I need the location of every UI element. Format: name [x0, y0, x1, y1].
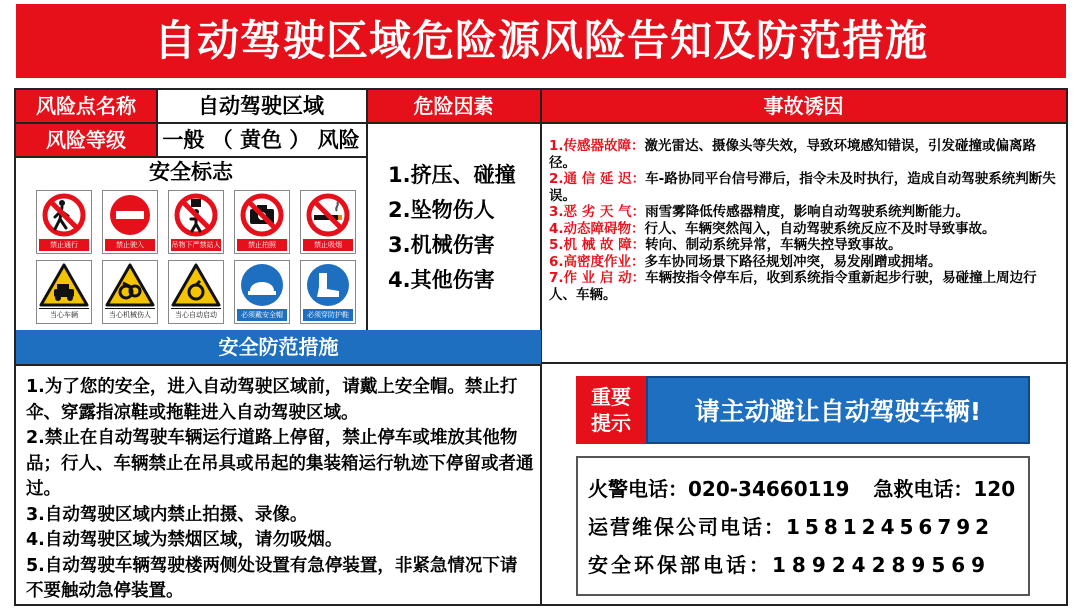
hazard-factors-label: 危险因素 — [366, 90, 541, 122]
measure-item: 1.为了您的安全，进入自动驾驶区域前，请戴上安全帽。禁止打伞、穿露指凉鞋或拖鞋进入自动驾驶区域。 — [26, 377, 518, 423]
accident-cause-text: 转向、制动系统异常，车辆失控导致事故。 — [645, 237, 902, 253]
sign-label: 当心机械伤人 — [105, 308, 155, 321]
measure-item: 4.自动驾驶区域为禁烟区域，请勿吸烟。 — [26, 530, 343, 550]
maintenance-phone-label: 运营维保公司电话： — [588, 515, 786, 539]
maintenance-phone-value: 15812456792 — [786, 515, 995, 539]
sign-label: 当心自动启动 — [171, 308, 221, 321]
safety-dept-phone-value: 18924289569 — [772, 553, 992, 577]
sign-label: 禁止拍照 — [237, 239, 287, 251]
accident-cause-text: 车-路协同平台信号滞后，指令未及时执行，造成自动驾驶系统判断失误。 — [549, 171, 1056, 204]
maintenance-phone-row — [588, 508, 1028, 546]
accident-cause-item — [549, 270, 1061, 303]
risk-level-label: 风险等级 — [16, 124, 156, 156]
accident-cause-text: 车辆按指令停车后，收到系统指令重新起步行驶，易碰撞上周边行人、车辆。 — [549, 270, 1037, 303]
accident-cause-item — [549, 254, 1061, 271]
warning-auto-start-icon — [168, 260, 224, 324]
fire-phone-row — [588, 470, 1028, 508]
accident-cause-text: 多车协同场景下路径规划冲突，易发剐蹭或拥堵。 — [644, 253, 942, 270]
accident-cause-item — [549, 171, 1061, 204]
accident-cause-key: 4.动态障碍物： — [549, 220, 645, 237]
no-photography-icon — [234, 190, 290, 254]
page-title: 自动驾驶区域危险源风险告知及防范措施 — [16, 4, 1066, 78]
safety-dept-phone-row — [588, 546, 1028, 584]
no-entry-icon — [102, 190, 158, 254]
measure-item: 2.禁止在自动驾驶车辆运行道路上停留，禁止停车或堆放其他物品；行人、车辆禁止在吊具或吊起的集装箱运行轨迹下停留或者通过。 — [26, 428, 534, 499]
risk-point-label: 风险点名称 — [16, 90, 156, 122]
notice-tag-line: 重要 — [591, 385, 631, 409]
safety-signs-title: 安全标志 — [149, 160, 233, 184]
sign-label: 禁止吸烟 — [303, 239, 353, 251]
measure-item: 3.自动驾驶区域内禁止拍摄、录像。 — [26, 504, 308, 525]
hazard-item: 1.挤压、碰撞 — [388, 163, 516, 187]
accident-cause-key: 2.通 信 延 迟： — [549, 171, 646, 187]
accident-cause-text: 行人、车辆突然闯入，自动驾驶系统反应不及时导致事故。 — [644, 220, 996, 237]
accident-cause-key: 6.高密度作业： — [549, 253, 645, 270]
accident-cause-text: 激光雷达、摄像头等失效，导致环境感知错误，引发碰撞或偏离路径。 — [549, 138, 1037, 171]
warning-vehicle-icon — [36, 260, 92, 324]
sign-label: 吊物下严禁站人 — [171, 241, 221, 249]
measures-title: 安全防范措施 — [16, 330, 541, 364]
fire-phone-label: 火警电话： — [588, 477, 688, 501]
sign-label: 禁止通行 — [39, 239, 89, 251]
risk-level-value: 一般 （ 黄色 ） 风险 — [162, 128, 360, 152]
accident-cause-item — [549, 138, 1061, 171]
no-smoking-icon — [300, 190, 356, 254]
accident-cause-key: 3.恶 劣 天 气： — [549, 204, 646, 220]
first-aid-phone-label: 急救电话： — [873, 477, 974, 501]
wear-safety-shoes-icon — [300, 260, 356, 324]
no-standing-under-load-icon — [168, 190, 224, 254]
sign-label: 禁止驶入 — [105, 239, 155, 251]
hazard-item: 4.其他伤害 — [388, 268, 495, 292]
safety-dept-phone-label: 安全环保部电话： — [588, 553, 772, 577]
hazard-item: 2.坠物伤人 — [388, 198, 495, 222]
accident-cause-key: 7.作 业 启 动： — [549, 270, 646, 286]
measures-list — [26, 375, 534, 600]
important-notice-tag — [576, 376, 646, 444]
accident-cause-item — [549, 221, 1061, 238]
no-walking-icon — [36, 190, 92, 254]
accident-cause-key: 1.传感器故障： — [549, 138, 645, 154]
fire-phone-value: 020-34660119 — [688, 477, 850, 501]
sign-label: 当心车辆 — [39, 308, 89, 321]
measure-item: 5.自动驾驶车辆驾驶楼两侧处设置有急停装置，非紧急情况下请不要触动急停装置。 — [26, 555, 518, 601]
hazard-list — [388, 158, 538, 308]
first-aid-phone-value: 120 — [973, 477, 1016, 501]
sign-label: 必须戴安全帽 — [237, 309, 287, 321]
accident-cause-item — [549, 204, 1061, 221]
risk-point-value: 自动驾驶区域 — [198, 94, 324, 118]
safety-signs-grid — [36, 190, 356, 326]
divider — [541, 362, 1066, 364]
accident-cause-list — [549, 138, 1061, 358]
divider — [16, 364, 541, 366]
accident-cause-key: 5.机 械 故 障： — [549, 237, 646, 253]
accident-cause-text: 雨雪雾降低传感器精度，影响自动驾驶系统判断能力。 — [645, 204, 970, 220]
accident-causes-label: 事故诱因 — [541, 90, 1066, 122]
divider — [156, 90, 158, 156]
notice-tag-line: 提示 — [591, 411, 631, 435]
contacts-box — [576, 456, 1030, 596]
accident-cause-item — [549, 237, 1061, 254]
wear-helmet-icon — [234, 260, 290, 324]
divider — [541, 122, 1066, 124]
divider — [366, 90, 368, 330]
sign-label: 必须穿防护鞋 — [303, 309, 353, 321]
divider — [16, 122, 541, 124]
hazard-item: 3.机械伤害 — [388, 233, 495, 257]
notice-message: 请主动避让自动驾驶车辆! — [646, 376, 1030, 444]
warning-machinery-icon — [102, 260, 158, 324]
